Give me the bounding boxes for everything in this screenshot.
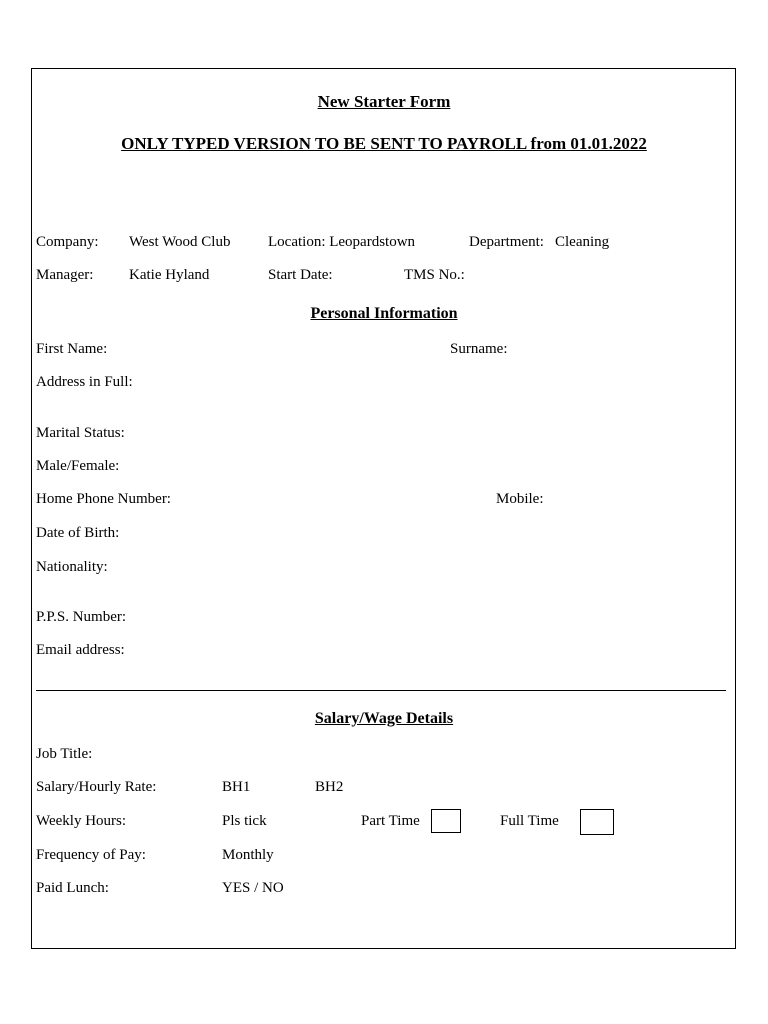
full-time-label: Full Time xyxy=(500,813,559,829)
manager-label: Manager: xyxy=(36,267,94,283)
start-date-label: Start Date: xyxy=(268,267,333,283)
frequency-value: Monthly xyxy=(222,847,274,863)
dob-label: Date of Birth: xyxy=(36,525,120,541)
nationality-label: Nationality: xyxy=(36,559,108,575)
job-title-label: Job Title: xyxy=(36,746,93,762)
mobile-label: Mobile: xyxy=(496,491,544,507)
manager-value: Katie Hyland xyxy=(129,267,210,283)
paid-lunch-label: Paid Lunch: xyxy=(36,880,109,896)
bh2-label: BH2 xyxy=(315,779,344,795)
company-value: West Wood Club xyxy=(129,234,231,250)
rate-label: Salary/Hourly Rate: xyxy=(36,779,157,795)
salary-heading: Salary/Wage Details xyxy=(314,710,454,727)
form-title: New Starter Form xyxy=(317,92,451,111)
personal-info-heading: Personal Information xyxy=(310,305,458,322)
part-time-label: Part Time xyxy=(361,813,420,829)
tms-label: TMS No.: xyxy=(404,267,465,283)
frequency-label: Frequency of Pay: xyxy=(36,847,146,863)
location-field: Location: Leopardstown xyxy=(268,234,416,250)
gender-label: Male/Female: xyxy=(36,458,120,474)
department-label: Department: xyxy=(469,234,544,250)
department-value: Cleaning xyxy=(555,234,610,250)
surname-label: Surname: xyxy=(450,341,508,357)
payroll-notice: ONLY TYPED VERSION TO BE SENT TO PAYROLL from 01.01.2022 xyxy=(121,134,647,153)
home-phone-label: Home Phone Number: xyxy=(36,491,171,507)
pps-label: P.P.S. Number: xyxy=(36,609,127,625)
address-label: Address in Full: xyxy=(36,374,133,390)
bh1-label: BH1 xyxy=(222,779,251,795)
part-time-checkbox[interactable] xyxy=(431,809,461,833)
email-label: Email address: xyxy=(36,642,125,658)
section-divider xyxy=(36,690,726,691)
paid-lunch-value: YES / NO xyxy=(222,880,284,896)
company-label: Company: xyxy=(36,234,99,250)
first-name-label: First Name: xyxy=(36,341,108,357)
marital-status-label: Marital Status: xyxy=(36,425,125,441)
pls-tick-label: Pls tick xyxy=(222,813,267,829)
weekly-hours-label: Weekly Hours: xyxy=(36,813,127,829)
full-time-checkbox[interactable] xyxy=(580,809,614,835)
